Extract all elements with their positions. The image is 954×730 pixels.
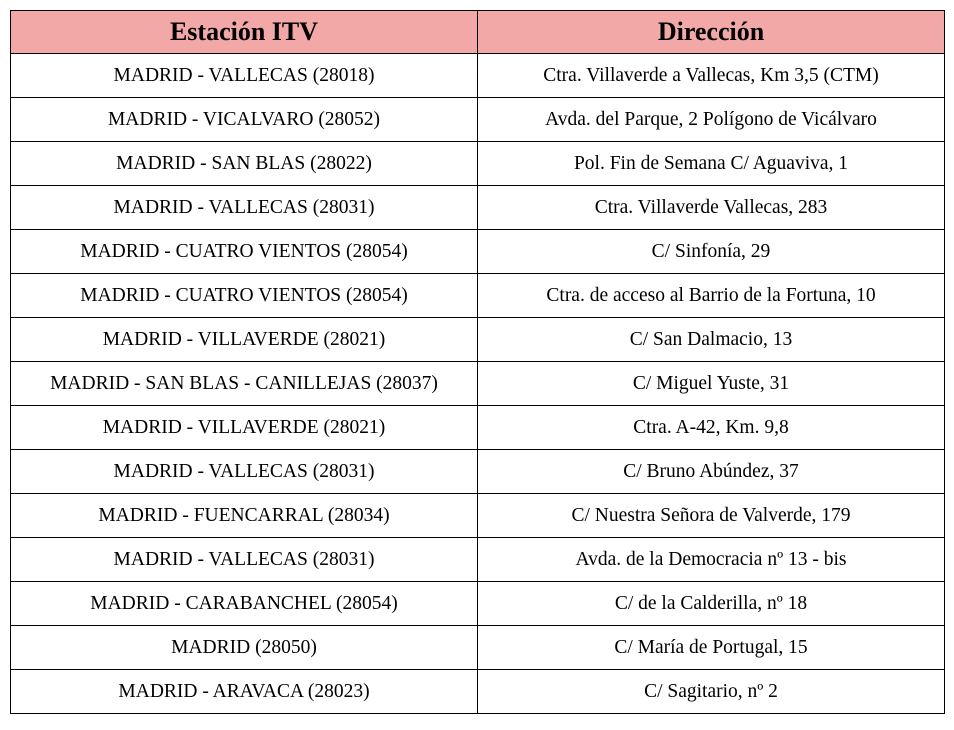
address-cell: C/ María de Portugal, 15 bbox=[478, 626, 945, 670]
station-cell: MADRID - VALLECAS (28031) bbox=[11, 538, 478, 582]
station-cell: MADRID - VILLAVERDE (28021) bbox=[11, 406, 478, 450]
table-row bbox=[11, 54, 945, 98]
address-cell: C/ San Dalmacio, 13 bbox=[478, 318, 945, 362]
table-row bbox=[11, 274, 945, 318]
table-row bbox=[11, 538, 945, 582]
station-cell: MADRID - CUATRO VIENTOS (28054) bbox=[11, 230, 478, 274]
table-row bbox=[11, 318, 945, 362]
table-row bbox=[11, 450, 945, 494]
station-cell: MADRID - ARAVACA (28023) bbox=[11, 670, 478, 714]
station-cell: MADRID - VICALVARO (28052) bbox=[11, 98, 478, 142]
table-row bbox=[11, 582, 945, 626]
table-row bbox=[11, 626, 945, 670]
station-cell: MADRID - VALLECAS (28018) bbox=[11, 54, 478, 98]
table-row bbox=[11, 186, 945, 230]
station-cell: MADRID - CARABANCHEL (28054) bbox=[11, 582, 478, 626]
header-row bbox=[11, 11, 945, 54]
address-cell: C/ Bruno Abúndez, 37 bbox=[478, 450, 945, 494]
table-row bbox=[11, 142, 945, 186]
station-cell: MADRID - SAN BLAS - CANILLEJAS (28037) bbox=[11, 362, 478, 406]
table-row bbox=[11, 670, 945, 714]
column-header-address: Dirección bbox=[478, 11, 945, 54]
table-row bbox=[11, 406, 945, 450]
table-row bbox=[11, 230, 945, 274]
address-cell: Pol. Fin de Semana C/ Aguaviva, 1 bbox=[478, 142, 945, 186]
address-cell: C/ Miguel Yuste, 31 bbox=[478, 362, 945, 406]
address-cell: C/ de la Calderilla, nº 18 bbox=[478, 582, 945, 626]
station-cell: MADRID - VALLECAS (28031) bbox=[11, 186, 478, 230]
table-row bbox=[11, 362, 945, 406]
station-cell: MADRID (28050) bbox=[11, 626, 478, 670]
station-cell: MADRID - CUATRO VIENTOS (28054) bbox=[11, 274, 478, 318]
address-cell: Ctra. Villaverde a Vallecas, Km 3,5 (CTM) bbox=[478, 54, 945, 98]
station-cell: MADRID - SAN BLAS (28022) bbox=[11, 142, 478, 186]
station-cell: MADRID - VALLECAS (28031) bbox=[11, 450, 478, 494]
address-cell: Avda. de la Democracia nº 13 - bis bbox=[478, 538, 945, 582]
itv-stations-table bbox=[10, 10, 945, 714]
address-cell: C/ Nuestra Señora de Valverde, 179 bbox=[478, 494, 945, 538]
address-cell: C/ Sagitario, nº 2 bbox=[478, 670, 945, 714]
column-header-station: Estación ITV bbox=[11, 11, 478, 54]
address-cell: Ctra. A-42, Km. 9,8 bbox=[478, 406, 945, 450]
address-cell: Ctra. Villaverde Vallecas, 283 bbox=[478, 186, 945, 230]
address-cell: C/ Sinfonía, 29 bbox=[478, 230, 945, 274]
station-cell: MADRID - FUENCARRAL (28034) bbox=[11, 494, 478, 538]
address-cell: Ctra. de acceso al Barrio de la Fortuna, 10 bbox=[478, 274, 945, 318]
station-cell: MADRID - VILLAVERDE (28021) bbox=[11, 318, 478, 362]
table-row bbox=[11, 98, 945, 142]
address-cell: Avda. del Parque, 2 Polígono de Vicálvaro bbox=[478, 98, 945, 142]
table-row bbox=[11, 494, 945, 538]
